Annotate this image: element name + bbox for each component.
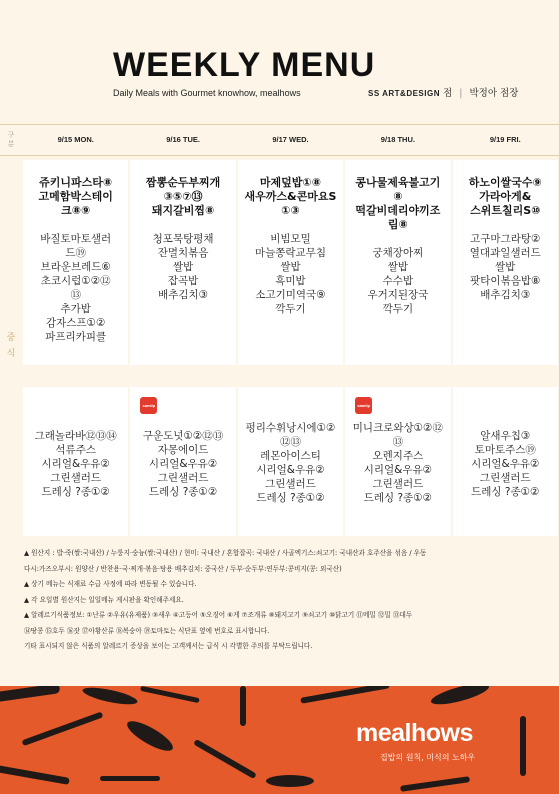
menu-item: 비빔모밀 [270, 233, 311, 245]
menu-item: 우거지된장국 [367, 289, 429, 301]
store-brand: SS ART&DESIGN [368, 89, 440, 98]
samlip-logo-badge: samlip [140, 397, 157, 414]
side-item: 미니크로와상①②⑫ [352, 422, 443, 434]
side-menu-cell [238, 387, 343, 536]
corner-label-text: 구분 [7, 131, 15, 148]
special-dish-line: 마제덮밥①⑧ [259, 176, 322, 189]
note-line: ▲ 상기 메뉴는 식재료 수급 사정에 따라 변동될 수 있습니다. [24, 580, 197, 588]
menu-item: 열대과일샐러드 [469, 247, 541, 259]
note-line: ▲ 원산지 : 밥·죽(쌀:국내산) / 누룽지·숭늉(쌀:국내산) / 현미: 국내산 / 혼합잡곡: 국내산 / 사골엑기스:쇠고기: 국내산과 호주산을 섞음 / 우동 [24, 549, 427, 557]
special-dish-line: ①③ [281, 204, 300, 217]
day-header: 9/16 TUE. [166, 135, 200, 144]
side-menu-cell [130, 387, 235, 536]
side-item: 자몽에이드 [157, 444, 209, 456]
side-items [345, 421, 450, 505]
special-dish-line: 하노이쌀국수⑨ [468, 176, 542, 189]
note-line: ▲ 각 요일별 원산지는 일일메뉴 게시판을 확인해주세요. [24, 595, 184, 604]
menu-item: 추가밥 [60, 303, 91, 315]
side-item: 시리얼&우유② [256, 464, 325, 476]
menu-items [238, 232, 343, 316]
side-item: ⑬ [392, 436, 404, 448]
side-item: 그린샐러드 [157, 472, 209, 484]
side-item: ⑫⑬ [279, 436, 301, 448]
special-dish [23, 176, 128, 218]
side-item: 시리얼&우유② [148, 458, 218, 470]
side-item: 알새우칩③ [480, 430, 531, 442]
note-line: 기타 표시되지 않은 식품의 알레르기 증상을 보이는 고객께서는 급식 시 각별한 주의를 부탁드립니다. [24, 642, 313, 650]
special-dish [238, 176, 343, 218]
page-title: WEEKLY MENU [113, 46, 376, 84]
store-info [368, 85, 518, 99]
menu-item: 브라운브레드⑥ [40, 261, 111, 273]
side-item: 토마토주스⑲ [474, 444, 536, 456]
side-menu-cell [453, 387, 558, 536]
menu-item: 깍두기 [275, 303, 306, 315]
header [0, 0, 559, 120]
footer-logo: mealhows [356, 719, 473, 747]
side-item: 석류주스 [55, 444, 96, 456]
side-item: 시리얼&우유② [41, 458, 110, 470]
footer [0, 686, 559, 794]
main-menu-cell [23, 160, 128, 365]
special-dish-line: 고메함박스테이 [38, 190, 113, 203]
day-header: 9/17 WED. [272, 135, 309, 144]
special-dish [453, 176, 558, 218]
side-item: 드레싱 ?종①② [148, 486, 218, 498]
menu-item: 초코시럽①②⑫ [40, 275, 111, 287]
side-item: 드레싱 ?종①② [41, 486, 110, 498]
special-dish-line: 떡갈비데리야끼조 [355, 204, 441, 217]
menu-item: 궁채장아찌 [372, 247, 424, 259]
special-dish-line: ③⑤⑦⑬ [163, 190, 203, 203]
side-menu-cell [23, 387, 128, 536]
menu-item: 드⑲ [65, 247, 87, 259]
menu-item: 배추김치③ [158, 289, 209, 301]
special-dish-line: 가라아게& [479, 190, 532, 203]
menu-item: 잔멸치볶음 [157, 247, 209, 259]
menu-item: 수수밥 [382, 275, 414, 287]
menu-item: 마늘쫑락교무침 [254, 247, 326, 259]
menu-item: 쌀밥 [387, 261, 409, 273]
side-item: 그린샐러드 [50, 472, 102, 484]
main-menu-cell [238, 160, 343, 365]
special-dish-line: 짬뽕순두부찌개 [145, 176, 221, 189]
menu-item: 쌀밥 [172, 261, 194, 273]
section-gap [22, 365, 559, 387]
menu-item: 소고기미역국⑨ [255, 289, 326, 301]
side-item: 시리얼&우유② [363, 464, 433, 476]
side-menu-cell [345, 387, 450, 536]
special-dish [130, 176, 235, 218]
side-item: 드레싱 ?종①② [363, 492, 433, 504]
special-dish [345, 176, 450, 232]
special-dish-line: 콩나물제육불고기 [355, 176, 441, 189]
menu-items [345, 246, 450, 316]
store-manager: 박정아 점장 [469, 88, 519, 99]
menu-item: 고구마그라탕② [470, 233, 541, 245]
store-separator: | [459, 88, 463, 99]
menu-items [23, 232, 128, 344]
menu-items [453, 232, 558, 302]
day-header-row [0, 124, 559, 156]
day-header: 9/18 THU. [380, 135, 415, 144]
cutlery-pattern [0, 686, 559, 794]
menu-grid [0, 124, 559, 536]
menu-item: 흑미밥 [275, 275, 306, 287]
side-item: 그래놀라바⑫⑬⑭ [34, 430, 117, 442]
side-item: 드레싱 ?종①② [256, 492, 325, 504]
menu-item: 청포묵탕평채 [152, 233, 214, 245]
lunch-label-text: 중식 [6, 333, 16, 359]
main-menu-cell [453, 160, 558, 365]
side-items [453, 429, 558, 499]
side-items [238, 421, 343, 505]
page-subtitle: Daily Meals with Gourmet knowhow, mealhows [113, 88, 301, 98]
menu-item: 배추김치③ [480, 289, 531, 301]
menu-item: ⑬ [70, 289, 81, 301]
side-item: 오렌지주스 [372, 450, 424, 462]
special-dish-line: 새우까스&콘마요S [244, 190, 337, 203]
side-item: 구운도넛①②⑫⑬ [142, 430, 224, 442]
menu-item: 팟타이볶음밥⑧ [470, 275, 541, 287]
side-items [130, 429, 235, 499]
special-dish-line: 림⑧ [387, 218, 408, 231]
store-suffix: 점 [443, 88, 453, 99]
main-menu-cell [345, 160, 450, 365]
side-item: 그린샐러드 [372, 478, 424, 490]
day-header: 9/19 FRI. [489, 135, 521, 144]
corner-label [0, 125, 22, 155]
side-item: 레몬아이스티 [260, 450, 321, 462]
side-items [23, 429, 128, 499]
special-dish-line: ⑧ [393, 190, 403, 203]
samlip-logo-badge: samlip [355, 397, 372, 414]
menu-item: 파프리카피클 [45, 331, 107, 343]
menu-item: 바질토마토샐러 [40, 233, 112, 245]
menu-item: 쌀밥 [280, 261, 301, 273]
note-line: 다시:가즈오부시: 원양산 / 반찬용·국·찌개·볶음·탕용 배추김치: 중국산 / 두부·순두부:연두부:콩비지(콩: 외국산) [24, 564, 342, 573]
side-item: 펑리수휘낭시에①② [245, 422, 336, 434]
side-item: 시리얼&우유② [471, 458, 540, 470]
special-dish-line: 크⑧⑨ [61, 204, 91, 217]
footer-tagline: 집밥의 원칙, 미식의 노하우 [380, 753, 476, 762]
side-item: 드레싱 ?종①② [471, 486, 540, 498]
note-line: ▲ 알레르기식품정보: ①난류 ②우유(유제품) ③새우 ④고등어 ⑤오징어 ⑥게 ⑦조개류 ⑧돼지고기 ⑨쇠고기 ⑩닭고기 ⑪메밀 ⑫밀 ⑬대두 [24, 611, 413, 619]
side-item: 그린샐러드 [479, 472, 531, 484]
note-line: ⑭땅콩 ⑮호두 ⑯잣 ⑰아황산류 ⑱복숭아 ⑲토마토는 식단표 옆에 번호로 표시합니다. [24, 626, 270, 635]
menu-item: 잡곡밥 [167, 275, 199, 287]
special-dish-line: 스위트칠리S⑩ [470, 204, 541, 217]
notes-section [24, 546, 544, 655]
day-header: 9/15 MON. [57, 135, 94, 144]
menu-item: 깍두기 [382, 303, 414, 315]
special-dish-line: 쥬키니파스타⑧ [39, 176, 113, 189]
menu-item: 감자스프①② [45, 317, 106, 329]
main-menu-cell [130, 160, 235, 365]
lunch-section-label [0, 160, 22, 536]
side-item: 그린샐러드 [265, 478, 316, 490]
special-dish-line: 돼지갈비찜⑧ [151, 204, 215, 217]
menu-items [130, 232, 235, 302]
menu-item: 쌀밥 [495, 261, 516, 273]
